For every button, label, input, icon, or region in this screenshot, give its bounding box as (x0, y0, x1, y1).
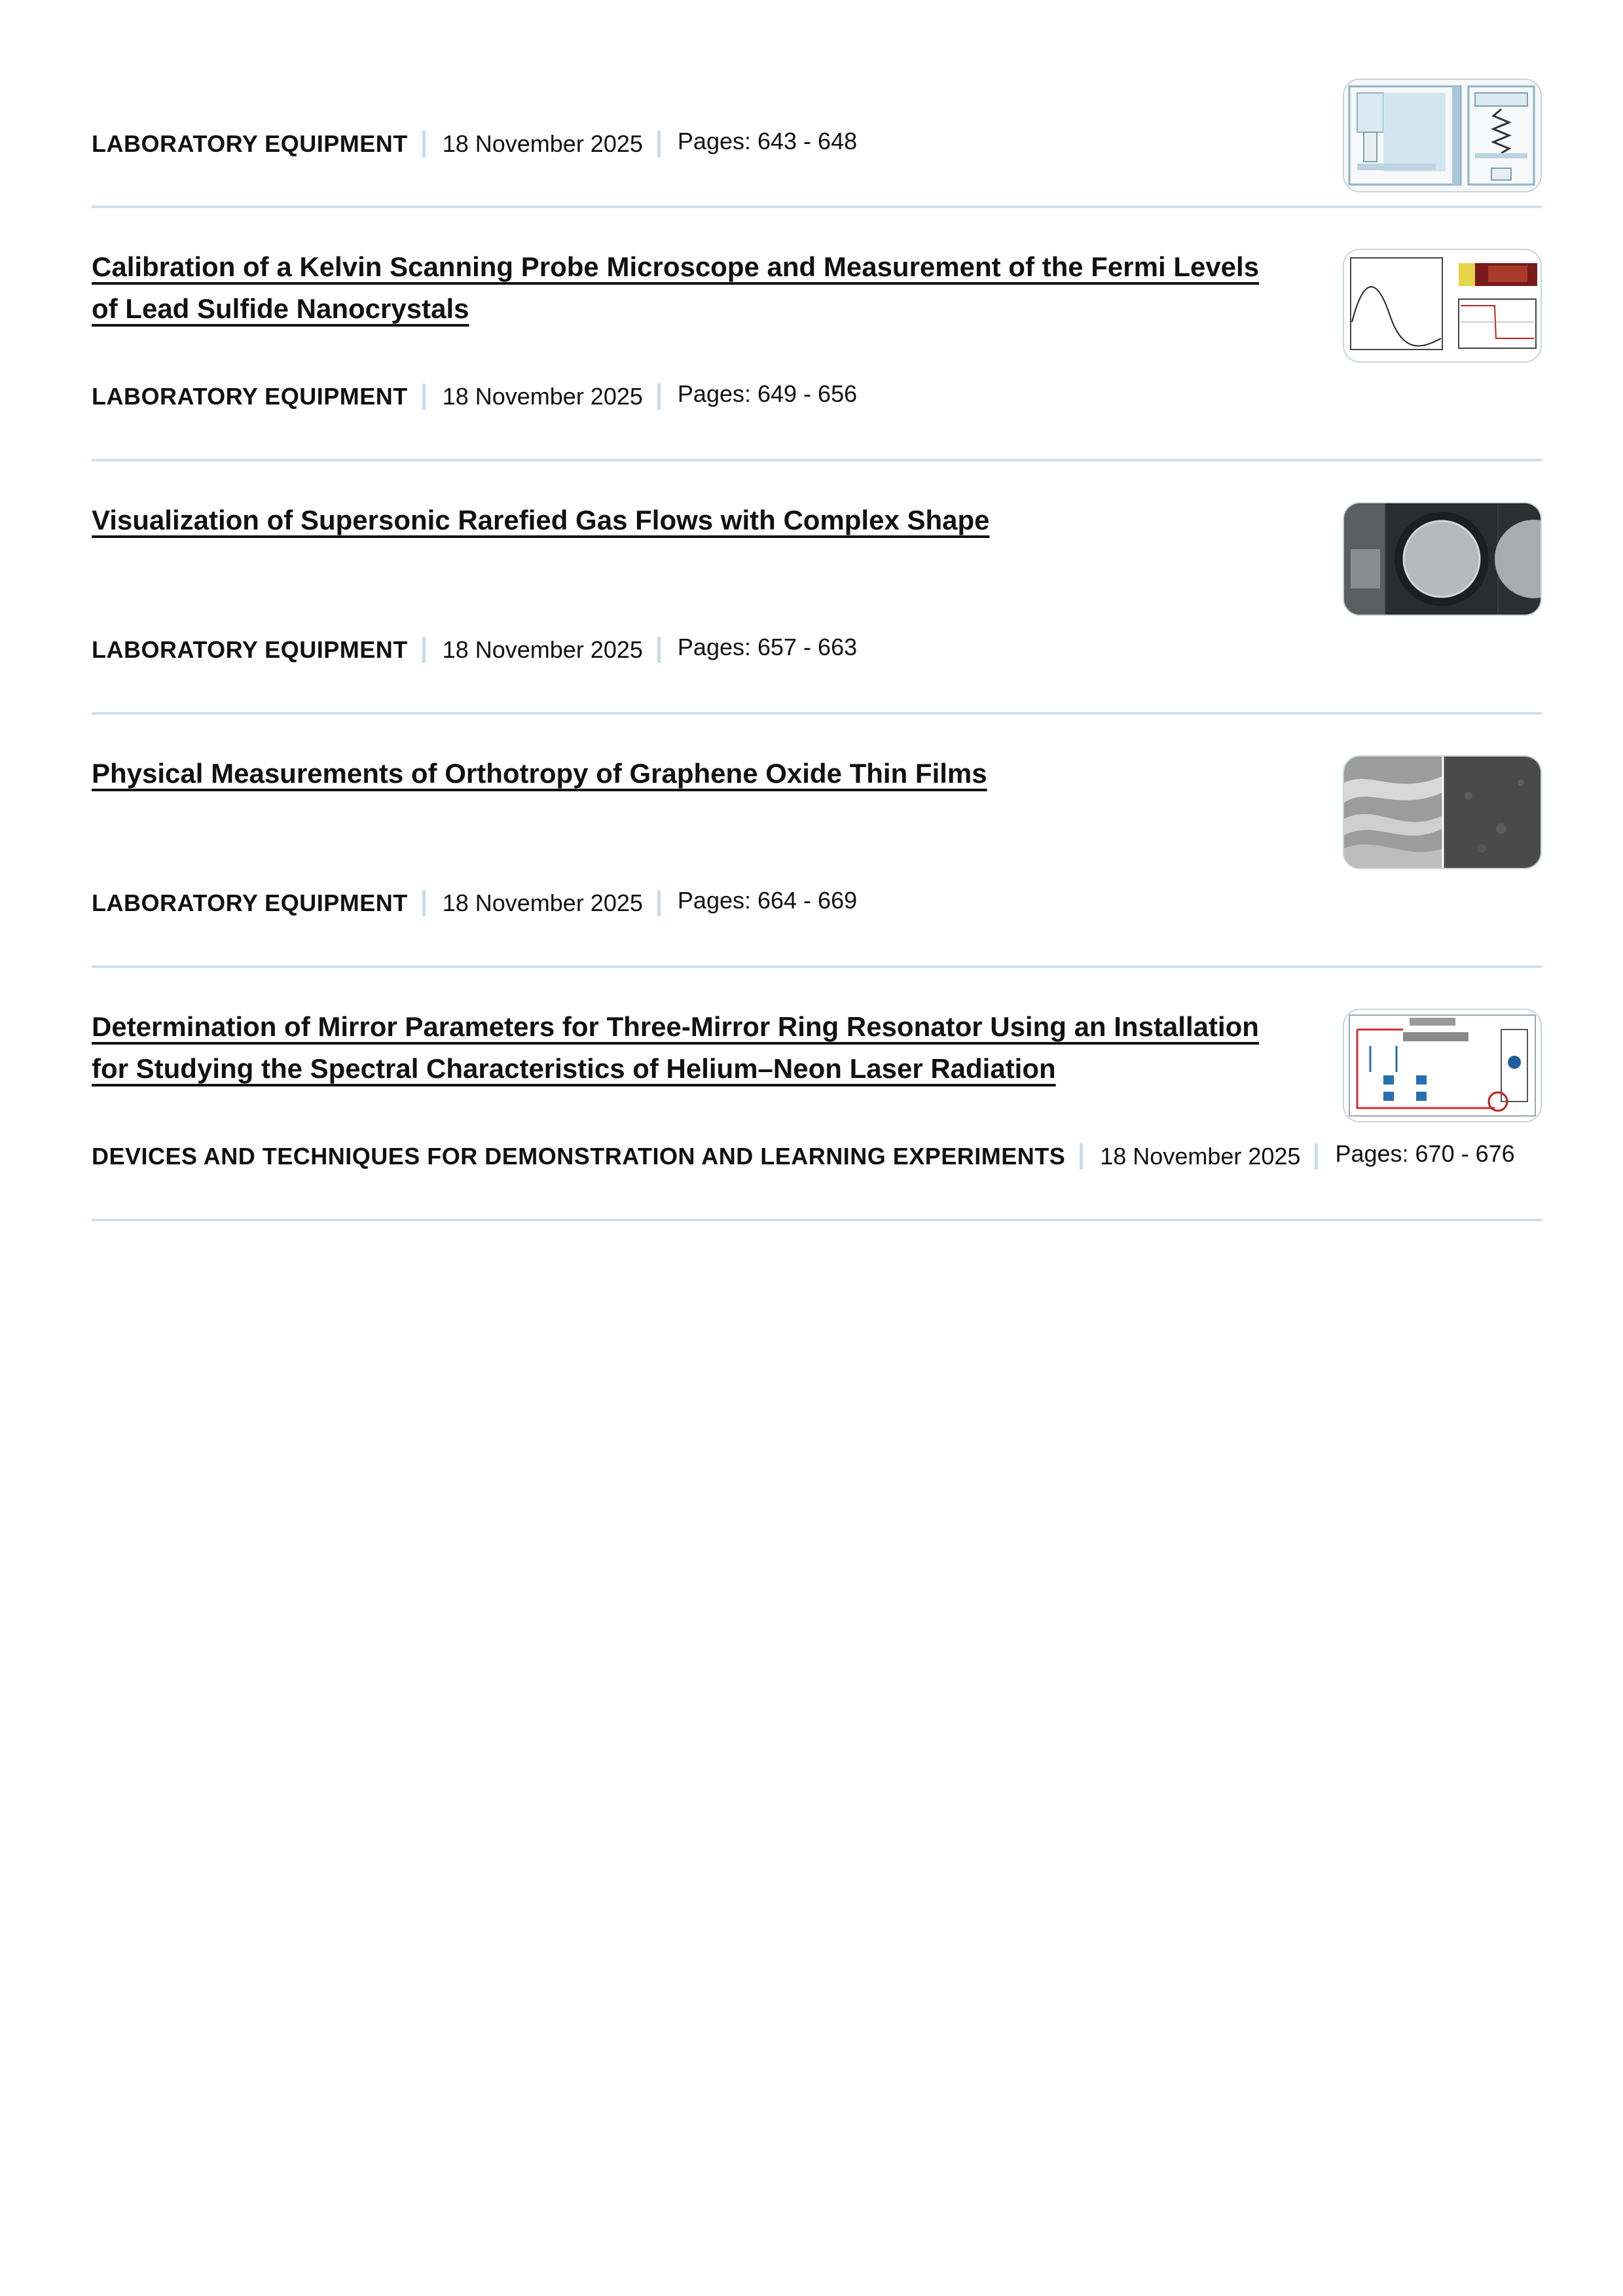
meta-separator (422, 384, 426, 410)
article-date: 18 November 2025 (442, 636, 643, 663)
article-pages: Pages: 657 - 663 (677, 634, 858, 660)
schematic-thumbnail[interactable] (1343, 79, 1542, 192)
meta-separator (422, 890, 426, 916)
article-title (92, 1006, 1290, 1090)
article-meta (92, 130, 857, 158)
meta-separator (657, 384, 661, 410)
meta-separator (1080, 1143, 1083, 1170)
article-date: 18 November 2025 (442, 889, 643, 916)
article-pages: Pages: 664 - 669 (677, 887, 858, 914)
article-category[interactable]: LABORATORY EQUIPMENT (92, 889, 408, 916)
article-meta (92, 382, 857, 411)
meta-separator (657, 637, 661, 663)
article-date: 18 November 2025 (1100, 1143, 1301, 1170)
meta-separator (657, 890, 661, 916)
article-category[interactable]: LABORATORY EQUIPMENT (92, 636, 408, 663)
article-item (92, 712, 1542, 968)
article-pages: Pages: 643 - 648 (677, 128, 858, 154)
article-title-link[interactable]: Determination of Mirror Parameters for Three-Mirror Ring Resonator Using an Installation for Studying the Spectral Characteristics of Helium–Neon Laser Radiation (92, 1011, 1259, 1084)
article-item (92, 206, 1542, 461)
article-category[interactable]: LABORATORY EQUIPMENT (92, 383, 408, 410)
meta-separator (422, 637, 426, 663)
article-title-link[interactable]: Visualization of Supersonic Rarefied Gas Flows with Complex Shape (92, 505, 990, 535)
article-title-link[interactable]: Calibration of a Kelvin Scanning Probe Microscope and Measurement of the Fermi Levels of Lead Sulfide Nanocrystals (92, 251, 1260, 324)
optical-setup-thumbnail[interactable] (1343, 1009, 1542, 1122)
flow-photo-thumbnail[interactable] (1343, 502, 1542, 616)
article-item (92, 0, 1542, 208)
meta-separator (657, 131, 661, 157)
article-category[interactable]: LABORATORY EQUIPMENT (92, 130, 408, 157)
article-meta (92, 636, 857, 664)
meta-separator (1315, 1143, 1318, 1170)
article-date: 18 November 2025 (442, 130, 643, 157)
article-title (92, 753, 1290, 795)
article-title (92, 246, 1290, 330)
article-date: 18 November 2025 (442, 383, 643, 410)
spectrum-plot-thumbnail[interactable] (1343, 249, 1542, 363)
meta-separator (422, 131, 426, 157)
article-title-link[interactable]: Physical Measurements of Orthotropy of Graphene Oxide Thin Films (92, 758, 987, 789)
sem-image-thumbnail[interactable] (1343, 755, 1542, 869)
article-pages: Pages: 670 - 676 (1335, 1140, 1515, 1167)
article-item (92, 459, 1542, 715)
article-pages: Pages: 649 - 656 (677, 380, 858, 407)
article-category[interactable]: DEVICES AND TECHNIQUES FOR DEMONSTRATION AND LEARNING EXPERIMENTS (92, 1143, 1066, 1170)
article-meta (92, 889, 857, 918)
article-title (92, 499, 1290, 541)
article-meta (92, 1142, 1515, 1171)
article-item (92, 965, 1542, 1221)
